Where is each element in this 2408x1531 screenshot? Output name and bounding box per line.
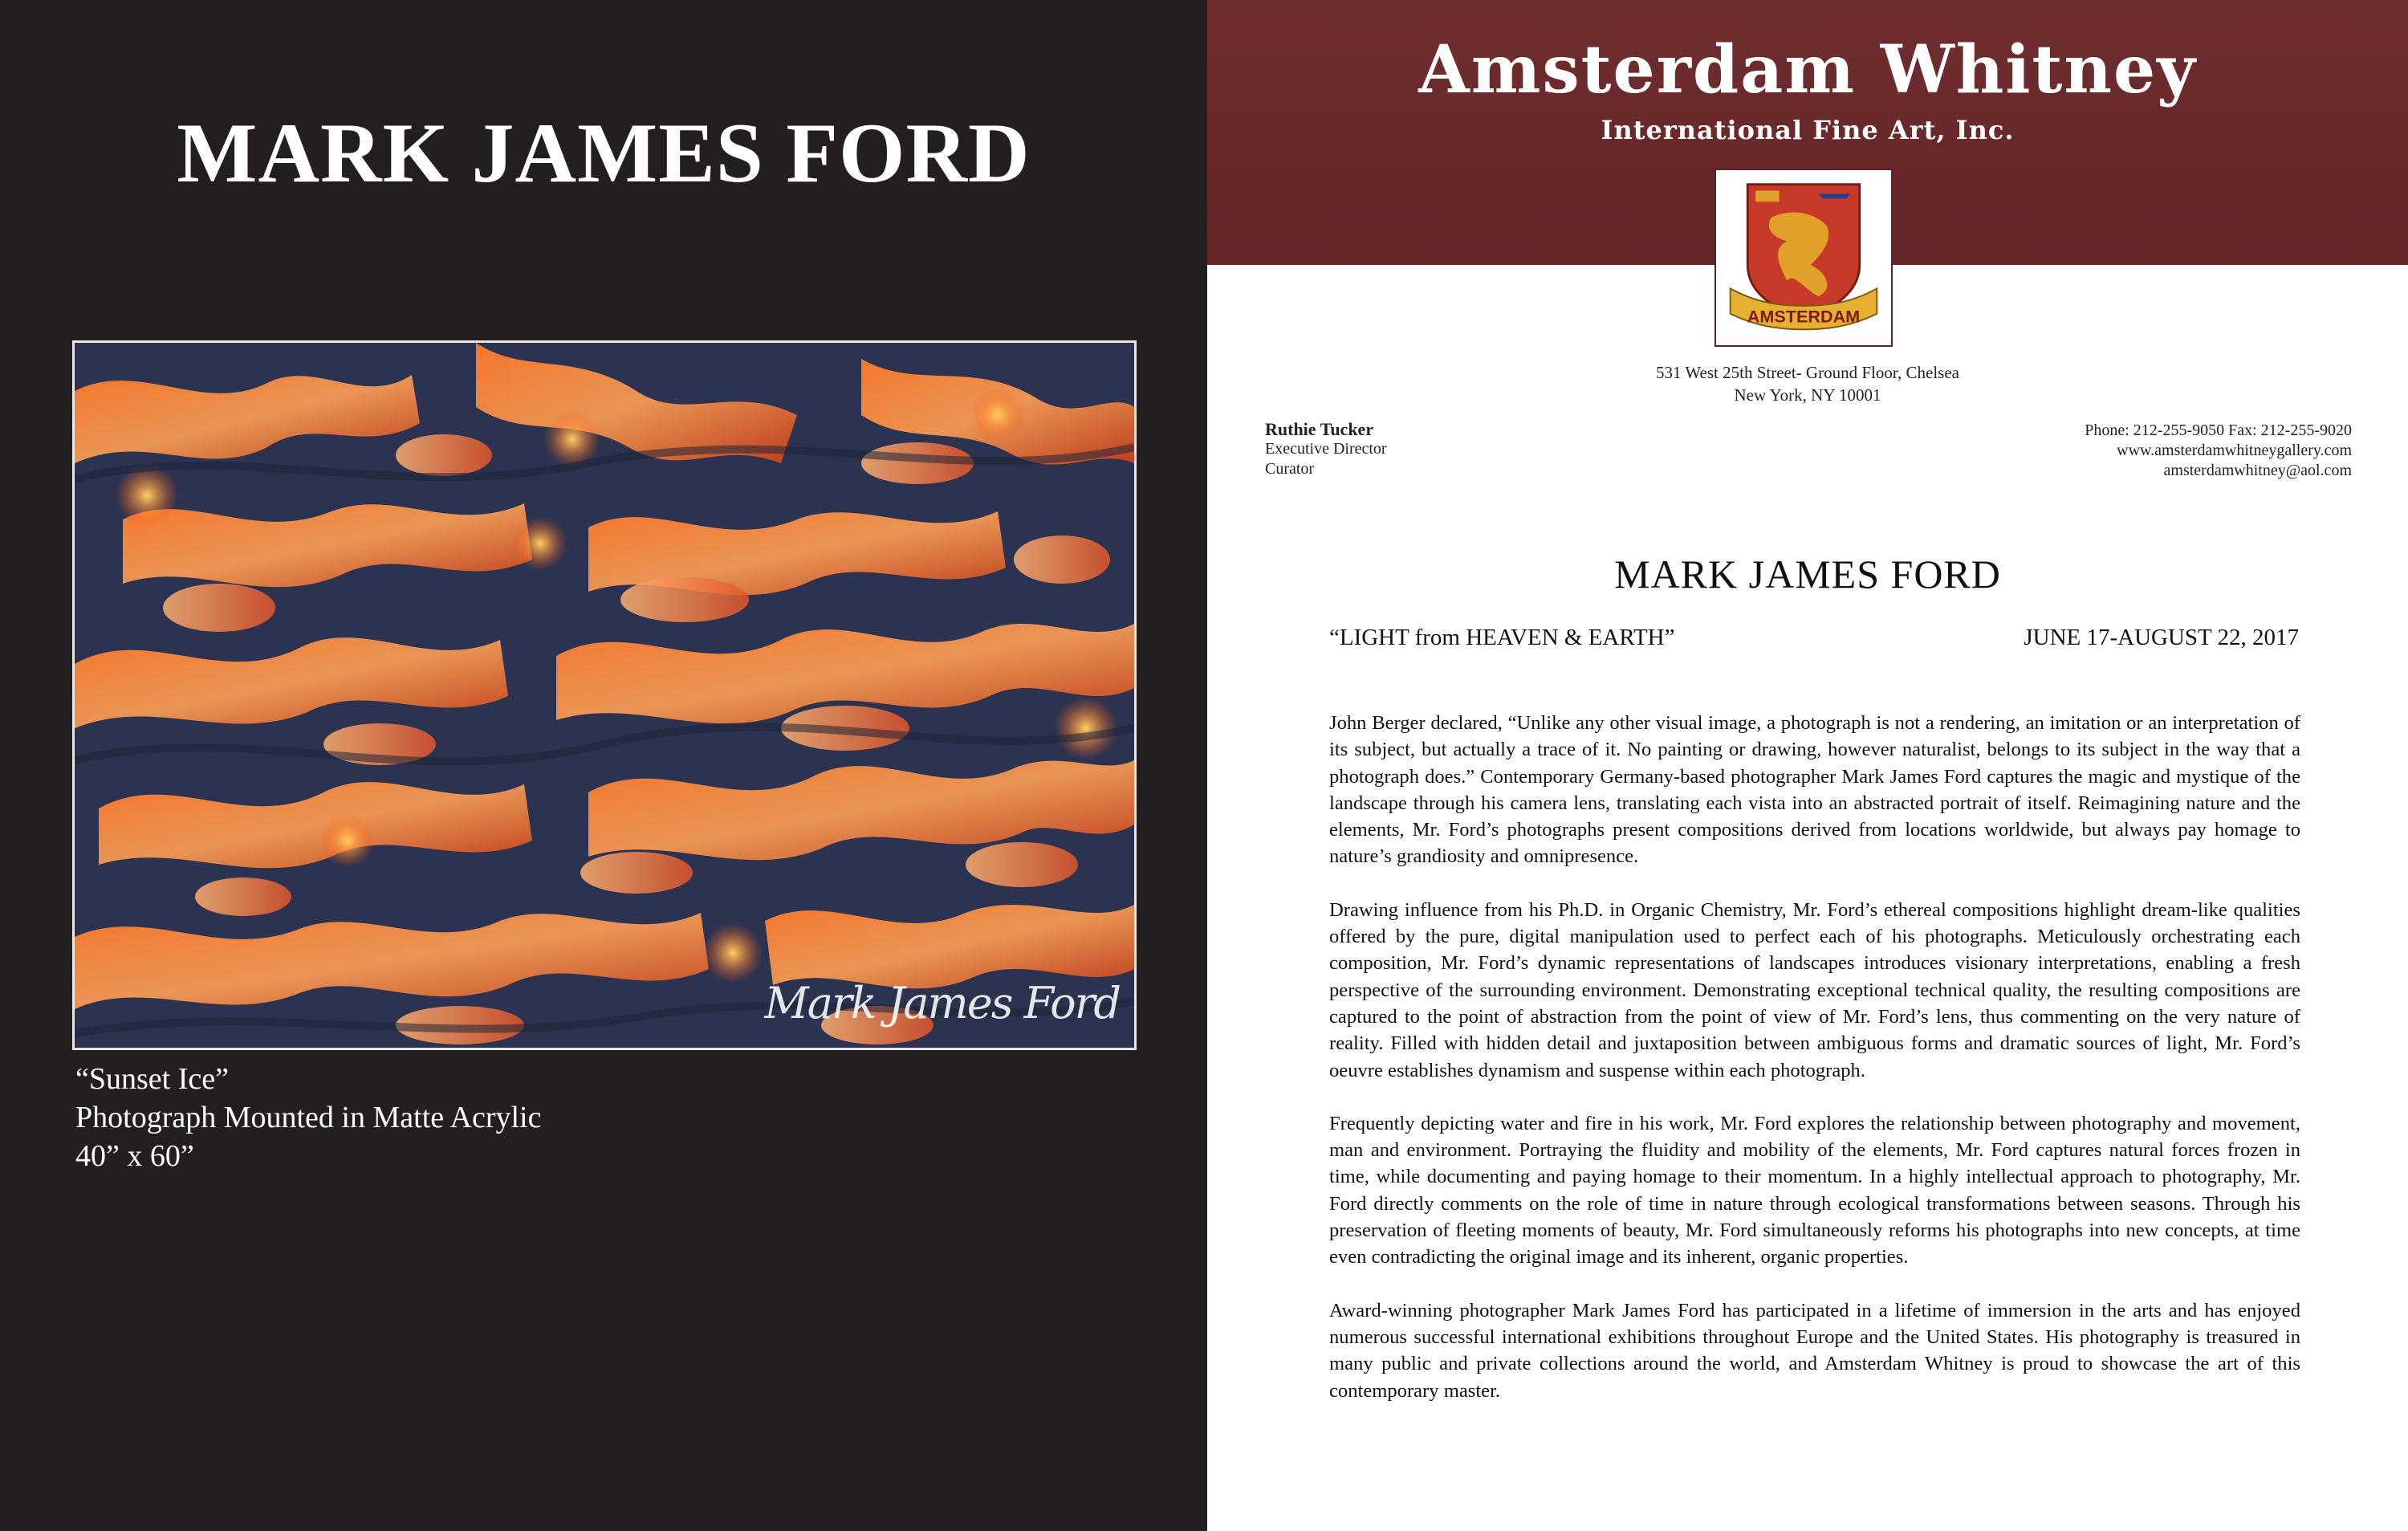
- contact-name: Ruthie Tucker: [1265, 419, 1374, 439]
- crest-label: AMSTERDAM: [1747, 306, 1861, 327]
- artist-signature: Mark James Ford: [764, 978, 1120, 1028]
- gallery-subtitle: International Fine Art, Inc.: [1601, 115, 2015, 145]
- document-title: MARK JAMES FORD: [1614, 552, 2001, 597]
- press-release-letter: [1207, 0, 2408, 1531]
- paragraph: Frequently depicting water and fire in his work, Mr. Ford explores the relationship between photography and movement, man and environment. Portraying the fluidity and mobility of the elements, Mr. Ford captures natural forces frozen in time, while documenting and paying homage to their momentum. In a highly intellectual approach to photography, Mr. Ford directly comments on the role of time in nature through ecological transformations between seasons. Through his preservation of fleeting moments of beauty, Mr. Ford simultaneously reforms his photographs into new concepts, at time even contradicting the original image and its inherent, organic properties.: [1329, 1112, 2300, 1268]
- contact-person: [1265, 419, 1387, 479]
- gallery-crest-logo: [1714, 169, 1893, 347]
- artwork-caption: [75, 1060, 541, 1175]
- paragraph: Award-winning photographer Mark James Ford has participated in a lifetime of immersion in the arts and has enjoyed numerous successful international exhibitions throughout Europe and the United States. His photography is treasured in many public and private collections around the world, and Amsterdam Whitney is proud to showcase the art of this contemporary master.: [1329, 1299, 2300, 1402]
- website-link[interactable]: www.amsterdamwhitneygallery.com: [2117, 442, 2352, 459]
- gallery-address: [1207, 361, 2408, 406]
- contact-info: [2085, 421, 2352, 481]
- caption-title: “Sunset Ice”: [75, 1062, 229, 1096]
- email-link[interactable]: amsterdamwhitney@aol.com: [2163, 462, 2352, 479]
- artwork-image: [72, 340, 1137, 1050]
- artist-heading: MARK JAMES FORD: [177, 106, 1031, 200]
- paragraph: John Berger declared, “Unlike any other visual image, a photograph is not a rendering, an imitation or an interpretation of its subject, but actually a trace of it. No painting or drawing, however naturalist, belongs to its subject in the way that a photograph does.” Contemporary Germany-based photographer Mark James Ford captures the magic and mystique of the landscape through his camera lens, translating each vista into an abstracted portrait of itself. Reimagining nature and the elements, Mr. Ford’s photographs present compositions derived from locations worldwide, but always pay homage to nature’s grandiosity and omnipresence.: [1329, 712, 2300, 868]
- paragraph: Drawing influence from his Ph.D. in Organic Chemistry, Mr. Ford’s ethereal compositions highlight dream-like qualities offered by the pure, digital manipulation used to perfect each of his photographs. Meticulously orchestrating each composition, Mr. Ford’s dynamic representations of landscapes introduces visionary interpretations, enabling a fresh perspective of the surrounding environment. Demonstrating exceptional technical quality, the resulting compositions are captured to the point of abstraction from the point of view of Mr. Ford’s lens, thus commenting on the very nature of reality. Filled with hidden detail and juxtaposition between ambiguous forms and dramatic sources of light, Mr. Ford’s oeuvre establishes dynamism and suspense within each photograph.: [1329, 898, 2300, 1081]
- crest-icon: [1716, 170, 1891, 345]
- sunset-ice-photo: [75, 343, 1134, 1048]
- address-line-2: New York, NY 10001: [1734, 385, 1881, 405]
- gallery-name: Amsterdam Whitney: [1418, 31, 2197, 108]
- caption-medium: Photograph Mounted in Matte Acrylic: [75, 1101, 542, 1134]
- caption-size: 40” x 60”: [75, 1139, 194, 1173]
- phone-fax: Phone: 212-255-9050 Fax: 212-255-9020: [2085, 421, 2352, 439]
- contact-title-2: Curator: [1265, 460, 1315, 478]
- address-line-1: 531 West 25th Street- Ground Floor, Chelsea: [1656, 363, 1959, 382]
- contact-title-1: Executive Director: [1265, 440, 1387, 458]
- exhibition-title: “LIGHT from HEAVEN & EARTH”: [1329, 625, 1675, 650]
- exhibition-dates: JUNE 17-AUGUST 22, 2017: [2024, 625, 2299, 650]
- body-text: [1329, 710, 2300, 1431]
